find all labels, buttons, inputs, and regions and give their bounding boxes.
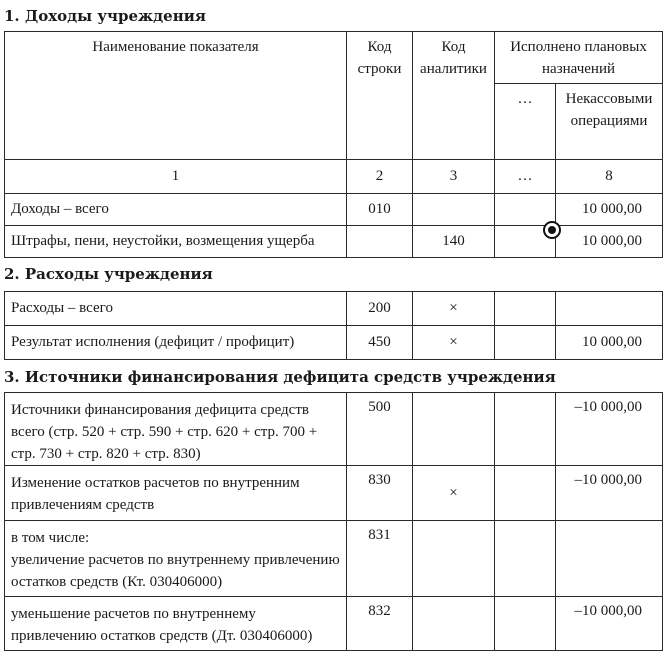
col-num-1: 1 — [5, 160, 347, 194]
section-title-sources: 3. Источники финансирования дефицита средств учреждения — [4, 368, 556, 386]
row-analytics — [413, 521, 495, 597]
row-empty — [495, 466, 556, 521]
header-executed: Исполнено плановых назначений — [495, 32, 663, 84]
row-code: 832 — [347, 597, 413, 651]
col-num-3: 3 — [413, 160, 495, 194]
expenses-table — [4, 291, 663, 360]
row-value: 10 000,00 — [556, 326, 663, 360]
table-row — [5, 326, 663, 360]
table-row — [5, 226, 663, 258]
row-name: Изменение остатков расчетов по внутренним привлечениям средств — [5, 466, 347, 521]
row-empty — [495, 326, 556, 360]
row-value: –10 000,00 — [556, 466, 663, 521]
section-title-expenses: 2. Расходы учреждения — [4, 265, 213, 283]
row-analytics — [413, 597, 495, 651]
row-value: –10 000,00 — [556, 597, 663, 651]
header-analytics-code: Код аналитики — [413, 32, 495, 160]
col-num-2: 2 — [347, 160, 413, 194]
row-code — [347, 226, 413, 258]
table-row — [5, 466, 663, 521]
row-value: 10 000,00 — [556, 226, 663, 258]
header-name: Наименование показателя — [5, 32, 347, 160]
row-empty — [495, 597, 556, 651]
table-row — [5, 194, 663, 226]
row-name: Штрафы, пени, неустойки, возмещения ущерба — [5, 226, 347, 258]
table-row — [5, 597, 663, 651]
row-analytics: 140 — [413, 226, 495, 258]
sources-table — [4, 392, 663, 651]
row-value — [556, 521, 663, 597]
row-analytics — [413, 393, 495, 466]
header-non-cash: Некассовыми операциями — [556, 84, 663, 160]
row-code: 831 — [347, 521, 413, 597]
row-name: в том числе: увеличение расчетов по внутреннему привлечению остатков средств (Кт. 030406000) — [5, 521, 347, 597]
header-ellipsis: … — [495, 84, 556, 160]
col-num-dots: … — [495, 160, 556, 194]
row-code: 010 — [347, 194, 413, 226]
row-name: уменьшение расчетов по внутреннему привлечению остатков средств (Дт. 030406000) — [5, 597, 347, 651]
row-value: 10 000,00 — [556, 194, 663, 226]
row-code: 500 — [347, 393, 413, 466]
table-row — [5, 393, 663, 466]
row-empty — [495, 521, 556, 597]
row-name: Результат исполнения (дефицит / профицит) — [5, 326, 347, 360]
row-analytics — [413, 194, 495, 226]
row-value — [556, 292, 663, 326]
row-code: 200 — [347, 292, 413, 326]
col-num-8: 8 — [556, 160, 663, 194]
row-value: –10 000,00 — [556, 393, 663, 466]
table-row — [5, 521, 663, 597]
row-analytics-cross: × — [413, 326, 495, 360]
row-code: 450 — [347, 326, 413, 360]
row-analytics-cross: × — [413, 292, 495, 326]
row-empty — [495, 393, 556, 466]
row-name: Источники финансирования дефицита средств всего (стр. 520 + стр. 590 + стр. 620 + стр. 700 + стр. 730 + стр. 820 + стр. 830) — [5, 393, 347, 466]
section-title-income: 1. Доходы учреждения — [4, 7, 206, 25]
row-name: Расходы – всего — [5, 292, 347, 326]
header-line-code: Код строки — [347, 32, 413, 160]
row-analytics-cross: × — [413, 466, 495, 521]
table-row — [5, 292, 663, 326]
row-name: Доходы – всего — [5, 194, 347, 226]
row-code: 830 — [347, 466, 413, 521]
row-empty — [495, 292, 556, 326]
radio-marker-icon — [543, 221, 561, 239]
income-table — [4, 31, 663, 258]
row-empty — [495, 194, 556, 226]
